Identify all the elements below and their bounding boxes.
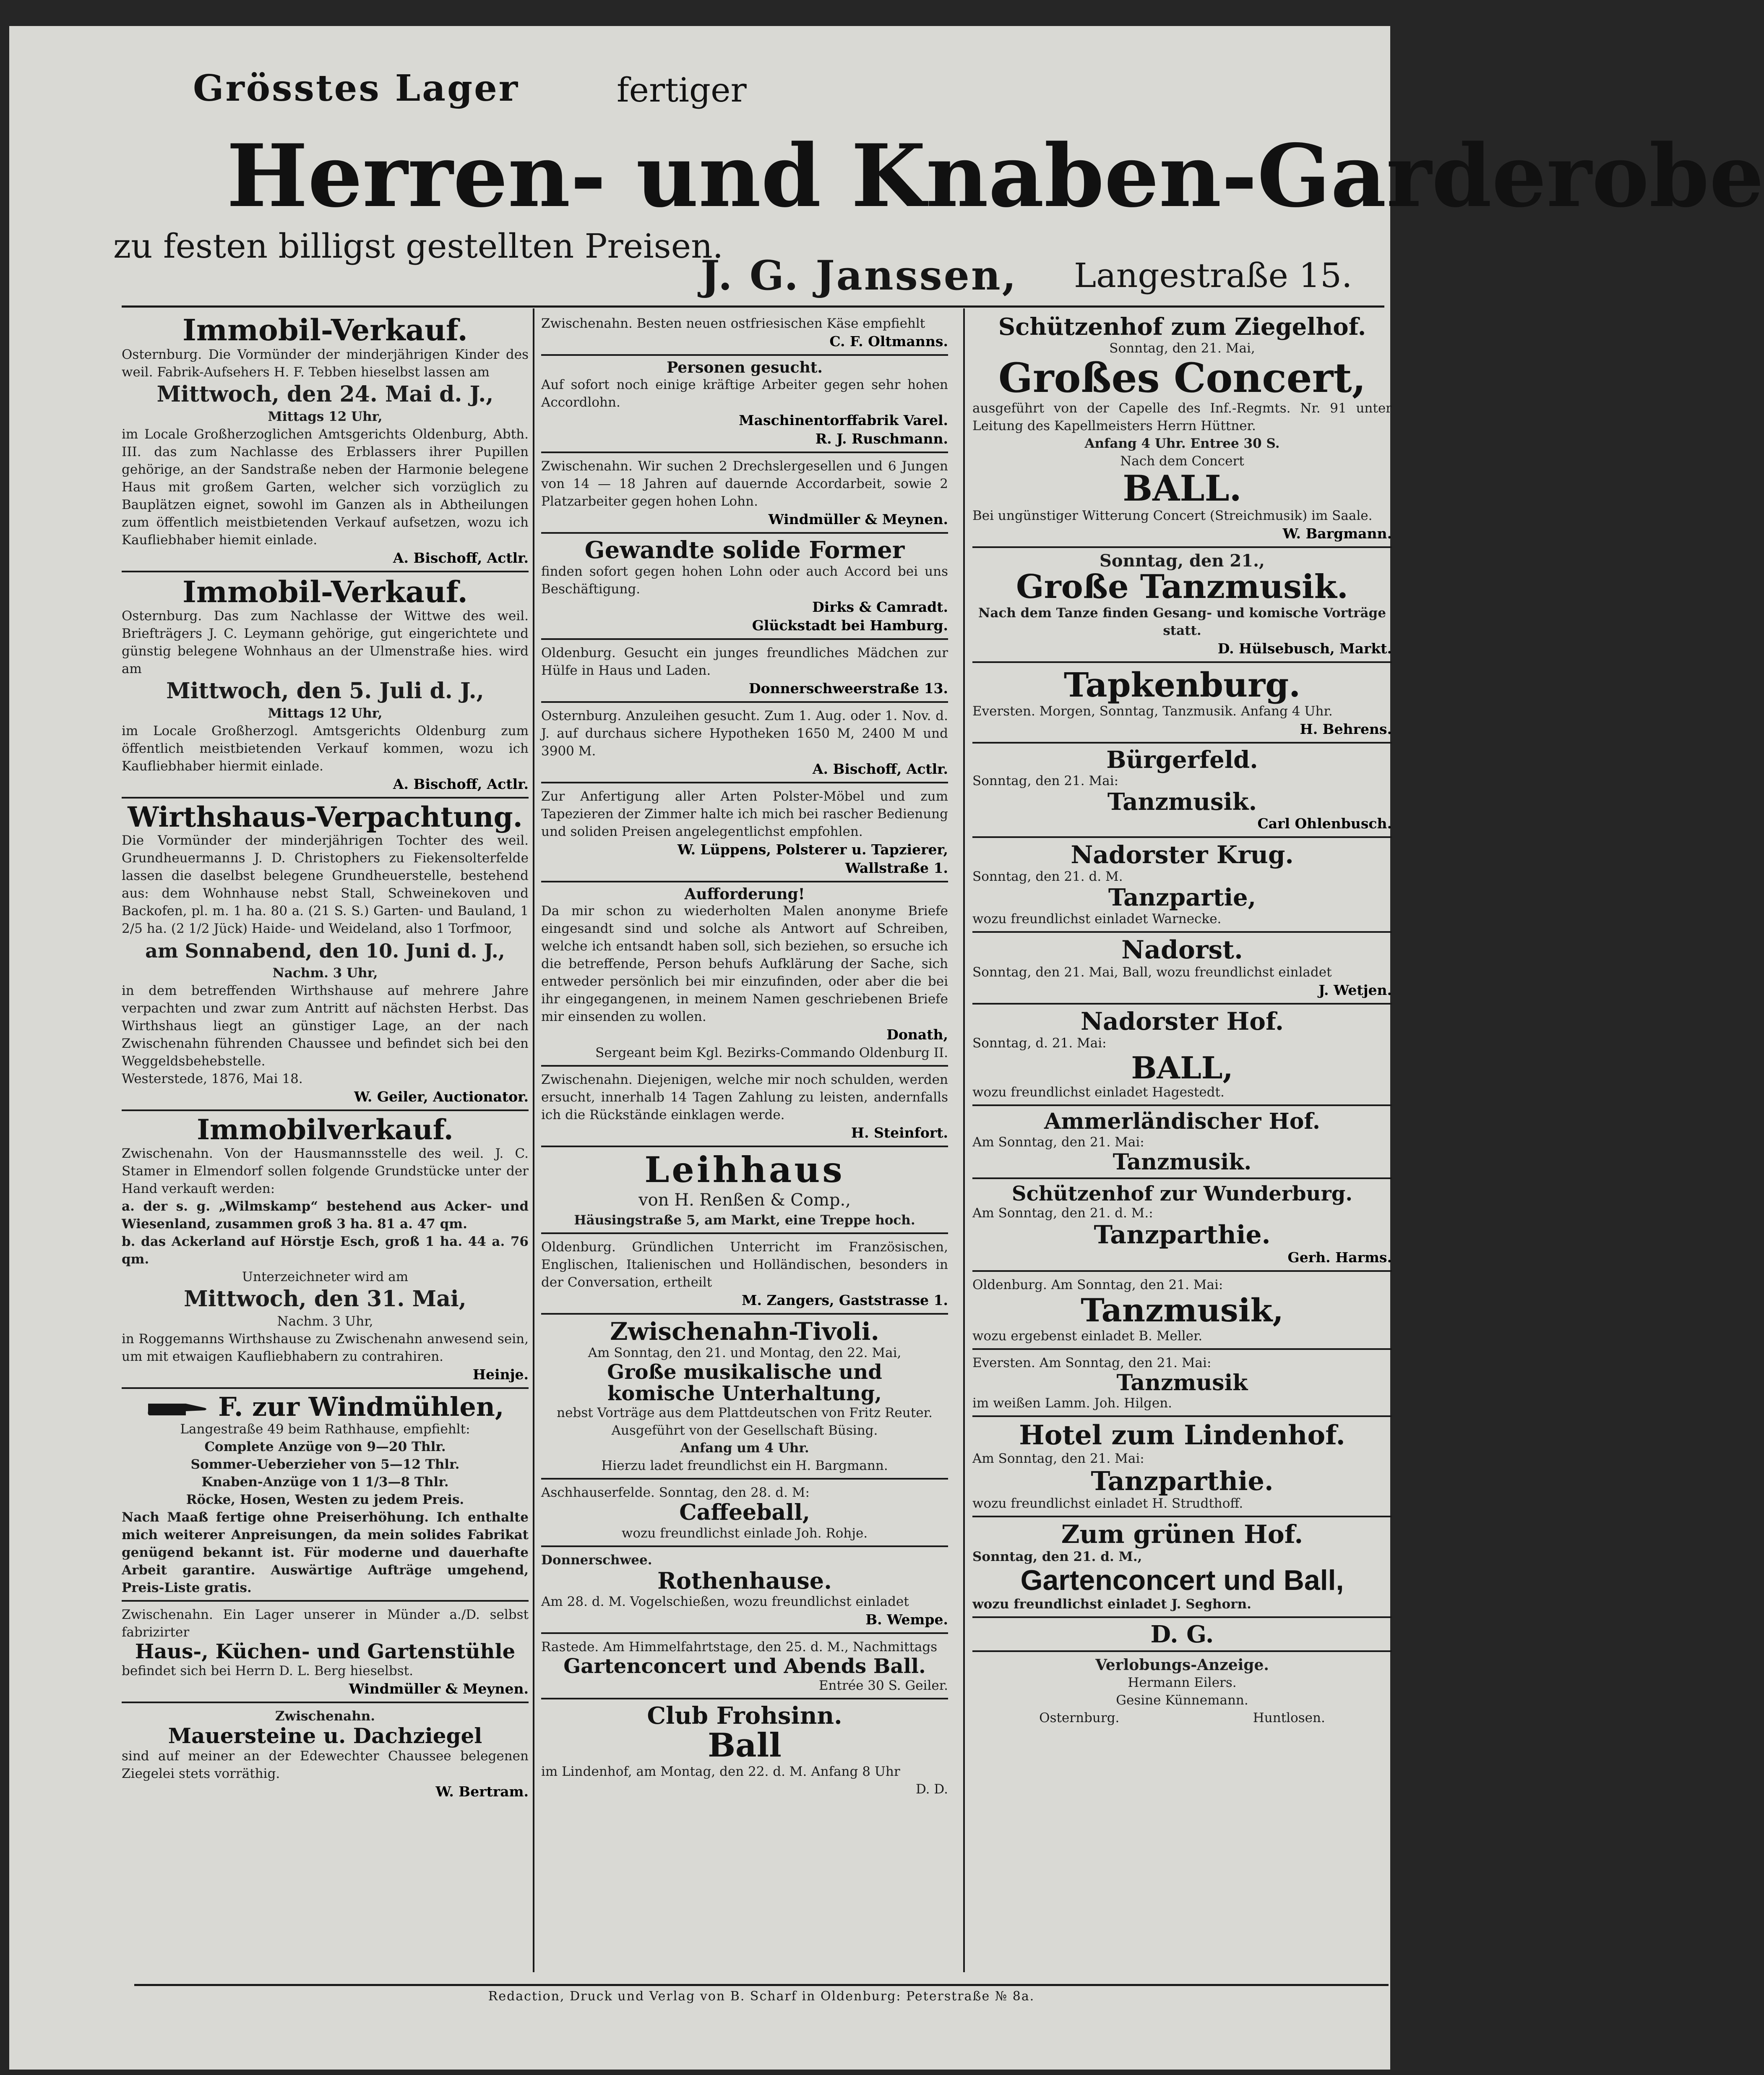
ad-title: Bürgerfeld. [1106, 746, 1258, 774]
ad-immobil-verkauf-1 [122, 311, 529, 572]
ad-signature: Entrée 30 S. Geiler. [818, 1678, 948, 1693]
ad-text: Aschhauserfelde. Sonntag, den 28. d. M: [541, 1485, 810, 1501]
ad-gartenstuehle [122, 1602, 529, 1703]
ad-signature: H. Behrens. [1300, 720, 1392, 737]
ad-signature: W. Geiler, Auctionator. [354, 1088, 529, 1105]
ad-list-item: Complete Anzüge von 9—20 Thlr. [204, 1439, 446, 1454]
header-title: Herren- und Knaben-Garderobe [227, 126, 1764, 227]
ad-big: Tanzmusik. [1113, 1149, 1252, 1175]
ad-signature: A. Bischoff, Actlr. [393, 776, 529, 792]
ad-former [541, 534, 948, 640]
ad-text: Osternburg. Anzuleihen gesucht. Zum 1. Aug. oder 1. Nov. d. J. auf durchaus sichere Hypotheken 1650 M, 2400 M und 3900 M. [541, 708, 948, 759]
ad-title: Wirthshaus-Verpachtung. [128, 801, 523, 833]
ad-big: Große Tanzmusik. [1016, 567, 1348, 606]
ad-date: am Sonnabend, den 10. Juni d. J., [145, 940, 505, 963]
ad-immobilverkauf [122, 1111, 529, 1389]
ad-title: Immobil-Verkauf. [182, 313, 468, 347]
ad-text: Oldenburg. Gründlichen Unterricht im Französischen, Englischen, Italienischen und Holländischen, besonders in der Conversation, ertheilt [541, 1239, 948, 1290]
ad-text: Häusingstraße 5, am Markt, eine Treppe hoch. [574, 1212, 915, 1228]
ad-text: im Lindenhof, am Montag, den 22. d. M. Anfang 8 Uhr [541, 1764, 900, 1779]
ad-title: Schützenhof zum Ziegelhof. [998, 313, 1366, 341]
ad-title: Immobil-Verkauf. [182, 574, 468, 609]
ad-title: Schützenhof zur Wunderburg. [1011, 1182, 1353, 1206]
ad-text: Sonntag, den 21. d. M. [972, 869, 1123, 885]
ad-signature: Gerh. Harms. [1287, 1249, 1392, 1266]
ad-caffeeball [541, 1480, 948, 1547]
ad-place: Westerstede, 1876, Mai 18. [122, 1071, 303, 1087]
ad-text: Zwischenahn. Von der Hausmannsstelle des weil. J. C. Stamer in Elmendorf sollen folgende Grundstücke unter der Hand verkauft werden: [122, 1146, 529, 1196]
ad-title: Aufforderung! [684, 885, 805, 903]
ad-title: Hotel zum Lindenhof. [1019, 1420, 1345, 1451]
ad-gruener-hof [972, 1517, 1392, 1618]
footer-rule [134, 1984, 1389, 1986]
column-divider-1 [533, 308, 534, 1972]
ad-place: Zwischenahn. [275, 1709, 375, 1724]
ad-text: Am 28. d. M. Vogelschießen, wozu freundlichst einladet [541, 1594, 909, 1609]
ad-signature: D. Hülsebusch, Markt. [1217, 640, 1392, 657]
ad-signature: A. Bischoff, Actlr. [393, 549, 529, 566]
ad-signature: W. Bertram. [435, 1783, 529, 1800]
ad-signature: wozu freundlichst einlade Joh. Rohje. [621, 1525, 868, 1541]
ad-text: Am Sonntag, den 21. d. M.: [972, 1206, 1153, 1221]
ad-signature: D. D. [915, 1781, 948, 1797]
ad-text: Nach Maaß fertige ohne Preiserhöhung. Ich enthalte mich weiterer Anpreisungen, da mein solides Fabrikat genügend bekannt ist. Für moderne und dauerhafte Arbeit garantire. Auswärtige Aufträge umgehend, Preis-Liste gratis. [122, 1509, 529, 1595]
ad-big: BALL, [1131, 1049, 1233, 1086]
ad-big: Tanzmusik, [1081, 1292, 1284, 1329]
ad-text: Rastede. Am Himmelfahrtstage, den 25. d. M., Nachmittags [541, 1639, 938, 1655]
ad-text: befindet sich bei Herrn D. L. Berg hieselbst. [122, 1663, 413, 1679]
ad-text: Die Vormünder der minderjährigen Tochter des weil. Grundheuermanns J. D. Christophers zu Fiekensolterfelde lassen die daselbst belegene Grundheuerstelle, bestehend aus: dem Wohnhause nebst Stall, Schweinekoven und Backofen, pl. m. 1 ha. 80 a. (21 S. S.) Garten- und Bauland, 1 2/5 ha. (2 1/2 Jück) Haide- und Weideland, also 1 Torfmoor, [122, 833, 529, 937]
ad-text: ausgeführt von der Capelle des Inf.-Regmts. Nr. 91 unter Leitung des Kapellmeisters Herrn Hüttner. [972, 400, 1392, 433]
ad-rastede [541, 1634, 948, 1699]
ad-text: Am Sonntag, den 21. Mai: [972, 1135, 1144, 1150]
ad-signature: M. Zangers, Gaststrasse 1. [741, 1292, 948, 1308]
ad-title: D. G. [1150, 1621, 1214, 1649]
ad-signature: wozu freundlichst einladet Hagestedt. [972, 1085, 1225, 1100]
ad-signature: wozu freundlichst einladet Warnecke. [972, 911, 1222, 927]
ad-text: Eversten. Am Sonntag, den 21. Mai: [972, 1355, 1212, 1370]
ad-signature: Heinje. [472, 1366, 529, 1383]
ad-signature: Donath, [886, 1026, 948, 1043]
ad-ziegelhof [972, 311, 1392, 548]
ad-signature: Donnerschweerstraße 13. [748, 680, 948, 697]
ad-nadorster-krug [972, 838, 1392, 933]
ad-personen-gesucht [541, 356, 948, 453]
ad-title: Club Frohsinn. [647, 1702, 842, 1730]
ad-big: Tanzpartie, [1108, 884, 1256, 912]
ad-signature: im weißen Lamm. Joh. Hilgen. [972, 1396, 1173, 1411]
ad-big: Großes Concert, [998, 354, 1366, 402]
ad-place: Osternburg. [1039, 1710, 1120, 1725]
ad-signature: Carl Ohlenbusch. [1257, 815, 1392, 832]
ad-lindenhof [972, 1417, 1392, 1517]
ad-title: Immobilverkauf. [197, 1113, 453, 1146]
ad-time: Anfang 4 Uhr. Entree 30 S. [1084, 436, 1280, 451]
ad-ammerlaendischer-hof [972, 1106, 1392, 1179]
ad-date: Mittwoch, den 24. Mai d. J., [156, 381, 494, 407]
ad-signature: H. Steinfort. [851, 1125, 948, 1141]
column-divider-2 [963, 308, 965, 1972]
ad-wunderburg [972, 1179, 1392, 1272]
ad-signature: wozu freundlichst einladet J. Seghorn. [972, 1597, 1251, 1612]
ad-signature: Maschinentorffabrik Varel. [739, 412, 948, 428]
ad-text: Sonntag, den 21. Mai, [1109, 340, 1255, 356]
ad-list-item: Röcke, Hosen, Westen zu jedem Preis. [186, 1492, 464, 1507]
ad-text: Nach dem Tanze finden Gesang- und komische Vorträge statt. [978, 605, 1386, 638]
ad-signature: R. J. Ruschmann. [815, 430, 948, 447]
ad-text: finden sofort gegen hohen Lohn oder auch Accord bei uns Beschäftigung. [541, 564, 948, 597]
ad-big: Große musikalische und [607, 1360, 882, 1384]
ad-place: Donnerschwee. [541, 1552, 652, 1568]
pointing-hand-icon [146, 1399, 209, 1420]
ad-signature: W. Bargmann. [1282, 525, 1392, 542]
ad-signature: Windmüller & Meynen. [349, 1681, 529, 1697]
ad-text: Osternburg. Die Vormünder der minderjährigen Kinder des weil. Fabrik-Aufsehers H. F. Tebben hieselbst lassen am [122, 347, 529, 380]
ad-text: im Locale Großherzoglichen Amtsgerichts Oldenburg, Abth. III. das zum Nachlasse des Erblassers ihrer Pupillen gehörige, an der Sandstraße neben der Harmonie belegene Haus mit großem Garten, welcher sich vorzüglich zu Bauplätzen eignet, sowohl im Ganzen als in Abtheilungen zum öffentlich meistbietenden Verkauf aufsetzen, wozu ich Kaufliebhaber hiemit einlade. [122, 426, 529, 548]
ad-big: Tanzparthie. [1091, 1465, 1274, 1496]
ad-text: Sonntag, den 21. d. M., [972, 1549, 1142, 1564]
ad-wirthshaus-verpachtung [122, 799, 529, 1111]
ad-signature: A. Bischoff, Actlr. [812, 760, 948, 777]
ad-club-frohsinn [541, 1699, 948, 1801]
ad-big: Mauersteine u. Dachziegel [168, 1723, 482, 1749]
ad-windmuehlen [122, 1389, 529, 1602]
ad-text: Sonntag, den 21. Mai, Ball, wozu freundlichst einladet [972, 964, 1332, 980]
ad-time: Mittags 12 Uhr, [268, 706, 383, 721]
ad-big: Gartenconcert und Abends Ball. [563, 1654, 926, 1678]
ad-text: Zwischenahn. Besten neuen ostfriesischen Käse empfiehlt [541, 316, 925, 331]
ad-name: Hermann Eilers. [1128, 1675, 1237, 1690]
ad-text: in dem betreffenden Wirthshause auf mehrere Jahre verpachten und zwar zum Antritt auf nächsten Herbst. Das Wirthshaus liegt an günstiger Lage, an der nach Zwischenahn führenden Chaussee und befindet sich bei den Weggeldsbehebstelle. [122, 983, 529, 1069]
ad-signature: Dirks & Camradt. [812, 598, 948, 615]
ad-title: Verlobungs-Anzeige. [1095, 1656, 1269, 1674]
ad-signature: wozu ergebenst einladet B. Meller. [972, 1328, 1203, 1344]
ad-unterricht [541, 1234, 948, 1315]
ad-big: Tanzmusik. [1107, 788, 1257, 816]
ad-title: Leihhaus [644, 1149, 845, 1191]
ad-text: von H. Renßen & Comp., [638, 1190, 851, 1210]
ad-anzuleihen [541, 703, 948, 783]
ad-title: Tapkenburg. [1063, 665, 1301, 705]
ad-text: im Locale Großherzogl. Amtsgerichts Oldenburg zum öffentlich meistbietenden Verkauf kommen, wozu ich Kaufliebhaber hiermit einlade. [122, 723, 529, 774]
header-address: Langestraße 15. [1074, 256, 1352, 295]
ad-big: Ball [708, 1726, 782, 1764]
ad-text: Oldenburg. Am Sonntag, den 21. Mai: [972, 1277, 1223, 1293]
ad-big: BALL. [1123, 467, 1242, 509]
ad-leihhaus [541, 1147, 948, 1234]
ad-text: Auf sofort noch einige kräftige Arbeiter gegen sehr hohen Accordlohn. [541, 377, 948, 410]
ad-text: Oldenburg. Gesucht ein junges freundliches Mädchen zur Hülfe in Haus und Laden. [541, 645, 948, 678]
ad-title: Nadorster Krug. [1071, 840, 1294, 869]
ad-dg [972, 1618, 1392, 1652]
ad-text: Osternburg. Das zum Nachlasse der Wittwe des weil. Briefträgers J. C. Leymann gehörige, gut eingerichtete und günstig belegene Wohnhaus an der Ulmenstraße hies. wird am [122, 608, 529, 676]
ad-title: Zwischenahn-Tivoli. [610, 1317, 879, 1346]
ad-text: nebst Vorträge aus dem Plattdeutschen von Fritz Reuter. Ausgeführt von der Gesellschaft Büsing. [557, 1405, 933, 1438]
ad-big: komische Unterhaltung, [607, 1381, 882, 1405]
ad-item-a: a. der s. g. „Wilmskamp“ bestehend aus Acker- und Wiesenland, zusammen groß 3 ha. 81 a. 47 qm. [122, 1198, 529, 1232]
ad-title: Zum grünen Hof. [1061, 1519, 1303, 1549]
ad-kaese [541, 311, 948, 356]
ad-places [972, 1709, 1392, 1727]
ad-text: Zwischenahn. Wir suchen 2 Drechslergesellen und 6 Jungen von 14 — 18 Jahren auf dauernde Accordarbeit, sowie 2 Platzarbeiter gegen hohen Lohn. [541, 458, 948, 509]
ad-list-item: Knaben-Anzüge von 1 1/3—8 Thlr. [201, 1474, 449, 1490]
ad-title: Nadorster Hof. [1080, 1007, 1284, 1036]
ad-big: Tanzmusik [1116, 1370, 1248, 1396]
ad-heading [122, 1393, 529, 1420]
ad-text: Unterzeichneter wird am [242, 1269, 409, 1284]
ad-time: Nachm. 3 Uhr, [272, 966, 378, 981]
ad-maedchen [541, 640, 948, 703]
ad-text: Sonntag, den 21., [1100, 551, 1265, 571]
ad-text: Nach dem Concert [1120, 453, 1244, 469]
header-rule [122, 305, 1384, 308]
ad-oldenburg-tanzmusik [972, 1272, 1392, 1350]
ad-text: Da mir schon zu wiederholten Malen anonyme Briefe eingesandt sind und solche als Antwort auf Schreiben, welche ich entsandt haben soll, sich beziehen, so ersuche ich die betreffende, Person behufs Aufklärung der Sache, sich entweder persönlich bei mir einzufinden, oder aber die bei ihr eingegangenen, in meinem Namen geschriebenen Briefe mir einsenden zu wollen. [541, 903, 948, 1025]
ad-polster [541, 783, 948, 882]
ad-mauersteine [122, 1703, 529, 1804]
header-line1-rest: fertiger [617, 70, 747, 110]
ad-signature: Hierzu ladet freundlichst ein H. Bargmann. [601, 1458, 888, 1474]
ad-schulden [541, 1067, 948, 1147]
ad-signature: J. Wetjen. [1318, 981, 1392, 998]
ad-list-item: Sommer-Ueberzieher von 5—12 Thlr. [190, 1456, 460, 1472]
ad-signature: W. Lüppens, Polsterer u. Tapzierer, [677, 841, 948, 858]
ad-signature: Windmüller & Meynen. [768, 511, 948, 527]
ad-grosse-tanzmusik [972, 548, 1392, 663]
ad-signature: Glückstadt bei Hamburg. [752, 617, 948, 634]
header-subtitle: zu festen billigst gestellten Preisen. [113, 227, 724, 266]
ad-signature: Wallstraße 1. [845, 859, 948, 876]
ad-text: Am Sonntag, den 21. Mai: [972, 1451, 1144, 1466]
ad-text: Sonntag, den 21. Mai: [972, 773, 1119, 789]
ad-big: Haus-, Küchen- und Gartenstühle [135, 1639, 516, 1663]
ad-signature: B. Wempe. [865, 1611, 948, 1628]
ad-text: sind auf meiner an der Edewechter Chaussee belegenen Ziegelei stets vorräthig. [122, 1748, 529, 1781]
ad-drechslergesellen [541, 453, 948, 534]
column-3 [972, 311, 1392, 1730]
ad-eversten-tanzmusik [972, 1350, 1392, 1417]
column-1 [122, 311, 529, 1804]
ad-text: in Roggemanns Wirthshause zu Zwischenahn anwesend sein, um mit etwaigen Kaufliebhabern zu contrahiren. [122, 1331, 529, 1364]
ad-text: Langestraße 49 beim Rathhause, empfiehlt: [180, 1421, 470, 1437]
ad-tapkenburg [972, 663, 1392, 744]
ad-tivoli [541, 1315, 948, 1480]
ad-big: Gartenconcert und Ball, [1020, 1564, 1344, 1596]
ad-time: Anfang um 4 Uhr. [680, 1441, 809, 1456]
ad-name: Gesine Künnemann. [1116, 1692, 1248, 1708]
ad-aufforderung [541, 882, 948, 1067]
ad-time: Mittags 12 Uhr, [268, 409, 383, 424]
column-2 [541, 311, 948, 1801]
ad-time: Nachm. 3 Uhr, [277, 1313, 373, 1329]
ad-date: Mittwoch, den 31. Mai, [184, 1286, 466, 1312]
ad-text: Zur Anfertigung aller Arten Polster-Möbel und zum Tapezieren der Zimmer halte ich mich bei rascher Bedienung und soliden Preisen angelegentlichst empfohlen. [541, 788, 948, 839]
ad-nadorster-hof [972, 1005, 1392, 1106]
ad-text: Zwischenahn. Diejenigen, welche mir noch schulden, werden ersucht, innerhalb 14 Tagen Zahlung zu leisten, andernfalls ich die Rückstände einklagen werde. [541, 1072, 948, 1123]
footer-imprint: Redaction, Druck und Verlag von B. Scharf in Oldenburg: Peterstraße № 8a. [488, 1989, 1035, 2004]
ad-text: Am Sonntag, den 21. und Montag, den 22. Mai, [588, 1345, 902, 1361]
ad-place: Huntlosen. [1253, 1710, 1325, 1725]
ad-buergerfeld [972, 744, 1392, 838]
ad-title: Personen gesucht. [667, 359, 823, 376]
ad-verlobung [972, 1652, 1392, 1730]
ad-big: Tanzparthie. [1094, 1220, 1271, 1250]
ad-text: Bei ungünstiger Witterung Concert (Streichmusik) im Saale. [972, 508, 1373, 523]
ad-nadorst [972, 933, 1392, 1005]
ad-signature: C. F. Oltmanns. [829, 333, 948, 350]
header-line1-bold: Grösstes Lager [193, 67, 520, 110]
ad-text: Sonntag, d. 21. Mai: [972, 1035, 1107, 1051]
header-firm: J. G. Janssen, [701, 252, 1018, 299]
ad-immobil-verkauf-2 [122, 572, 529, 799]
ad-signature-detail: Sergeant beim Kgl. Bezirks-Commando Oldenburg II. [595, 1045, 948, 1061]
ad-signature: wozu freundlichst einladet H. Strudthoff. [972, 1496, 1243, 1511]
ad-title: Nadorst. [1121, 935, 1243, 965]
ad-item-b: b. das Ackerland auf Hörstje Esch, groß 1 ha. 44 a. 76 qm. [122, 1234, 529, 1267]
ad-date: Mittwoch, den 5. Juli d. J., [166, 678, 484, 704]
ad-big: Caffeeball, [679, 1500, 810, 1526]
ad-title: F. zur Windmühlen, [218, 1391, 504, 1422]
ad-title: Ammerländischer Hof. [1044, 1109, 1320, 1135]
ad-title: Rothenhause. [657, 1567, 832, 1594]
ad-title: Gewandte solide Former [584, 536, 905, 564]
ad-text: Zwischenahn. Ein Lager unserer in Münder a./D. selbst fabrizirter [122, 1607, 529, 1640]
ad-rothenhause [541, 1547, 948, 1634]
ad-text: Eversten. Morgen, Sonntag, Tanzmusik. Anfang 4 Uhr. [972, 703, 1333, 719]
